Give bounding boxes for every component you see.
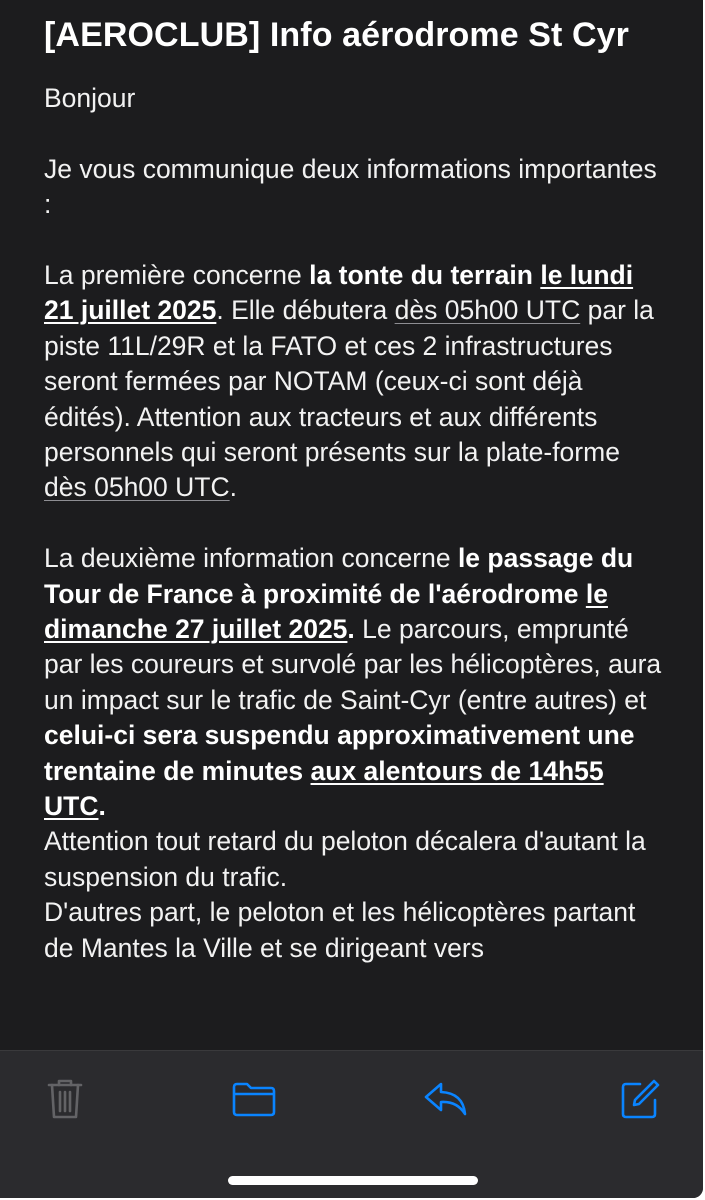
paragraph-delay: Attention tout retard du peloton décalera d'autant la suspension du trafic. xyxy=(44,826,646,892)
home-indicator[interactable] xyxy=(228,1176,478,1185)
date-link[interactable]: le lundi 21 juillet 2025 xyxy=(44,260,634,326)
time-link[interactable]: dès 05h00 UTC xyxy=(394,295,581,326)
date-link[interactable]: dimanche 27 juillet 2025 xyxy=(44,614,348,645)
text-run: La deuxième information concerne xyxy=(44,543,458,574)
time-link[interactable]: aux alentours de 14h55 UTC xyxy=(44,755,604,822)
trash-button[interactable] xyxy=(43,1077,87,1121)
bold-text: la tonte du terrain xyxy=(309,260,541,290)
bold-text: . xyxy=(347,614,355,645)
email-content xyxy=(44,14,664,966)
text-run: Le parcours, emprunté par les coureurs et survolé par les hélicoptères, aura un impact sur le trafic de Saint-Cyr (entre autres) et xyxy=(44,614,662,715)
intro-paragraph: Je vous communique deux informations importantes : xyxy=(44,153,657,220)
bold-text: le passage du Tour de France à proximité de l'aérodrome xyxy=(44,543,634,609)
compose-icon xyxy=(618,1077,662,1121)
paragraph-helicopters: D'autres part, le peloton et les hélicoptères partant de Mantes la Ville et se dirigeant vers xyxy=(44,897,636,963)
text-run: La première concerne xyxy=(44,260,310,290)
greeting: Bonjour xyxy=(44,83,136,113)
text-run: . xyxy=(229,472,237,503)
email-subject: [AEROCLUB] Info aérodrome St Cyr xyxy=(44,16,630,54)
date-link-part[interactable]: le xyxy=(585,578,608,609)
bold-text: . xyxy=(98,791,106,822)
text-run: par la piste 11L/29R et la FATO et ces 2 infrastructures seront fermées par NOTAM (ceux-ci sont déjà édités). Attention aux tracteurs et aux différents personnels qui seront présents sur la plate-forme xyxy=(44,295,654,468)
time-link[interactable]: dès 05h00 UTC xyxy=(44,472,230,503)
folder-icon xyxy=(231,1080,277,1118)
compose-button[interactable] xyxy=(618,1077,662,1121)
bold-text: celui-ci sera suspendu approximativement une trentaine de minutes xyxy=(44,720,635,786)
move-to-folder-button[interactable] xyxy=(232,1077,276,1121)
text-run: . Elle débutera xyxy=(216,295,395,326)
reply-button[interactable] xyxy=(424,1077,468,1121)
reply-icon xyxy=(423,1080,469,1118)
paragraph-tour-de-france xyxy=(44,541,664,824)
email-body xyxy=(44,81,664,966)
bottom-toolbar xyxy=(0,1050,703,1198)
paragraph-mowing xyxy=(44,258,664,506)
trash-icon xyxy=(45,1077,85,1121)
